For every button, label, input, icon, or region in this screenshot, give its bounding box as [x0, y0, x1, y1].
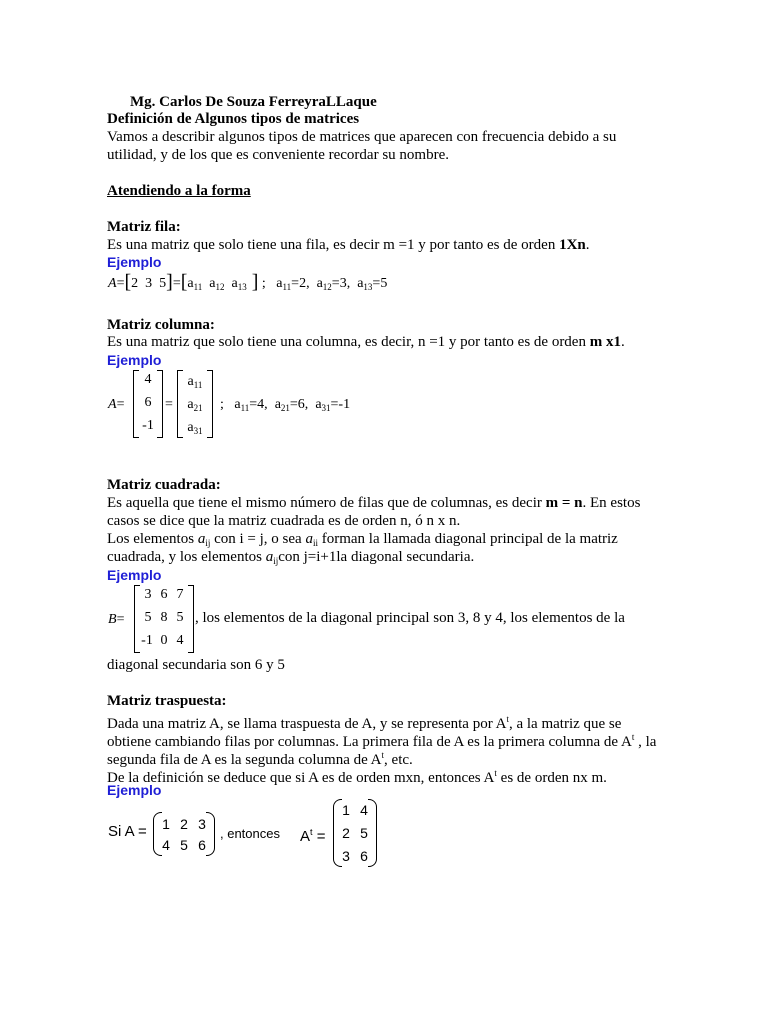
cuadrada-line-3: Los elementos $a_{ij}$ con i = j, o sea $a_{ii}$ forman la llamada diagonal principal de la matriz [107, 531, 618, 548]
matrix-cell: 5 [176, 610, 184, 625]
columna-example-label: Ejemplo [107, 352, 162, 368]
traspuesta-example-label: Ejemplo [107, 782, 162, 798]
intro-line-1: Vamos a describir algunos tipos de matrices que aparecen con frecuencia debido a su [107, 129, 617, 145]
fila-equation: A=[2 3 $5]=[a_{11}$ $a_{12}$ $a_{13}$ ] ; $a_{11}=2$, $a_{12}=3$, $a_{13}=5$ [108, 271, 388, 293]
cuadrada-matrix [134, 585, 194, 653]
cuadrada-heading: Matriz cuadrada: [107, 477, 221, 493]
intro-line-2: utilidad, y de los que es conveniente recordar su nombre. [107, 147, 449, 163]
matrix-cell: 3 [198, 816, 206, 832]
cuadrada-line-2: casos se dice que la matriz cuadrada es de orden n, ó n x n. [107, 513, 461, 529]
matrix-cell: 1 [342, 802, 350, 818]
matrix-cell: -1 [141, 633, 153, 648]
matrix-cell: 5 [144, 610, 152, 625]
traspuesta-heading: Matriz traspuesta: [107, 693, 227, 709]
fila-heading: Matriz fila: [107, 219, 181, 235]
matrix-cell: 3 [342, 848, 350, 864]
matrix-cell: 4 [144, 372, 152, 387]
cuadrada-after: , los elementos de la diagonal principal son 3, 8 y 4, los elementos de la [195, 610, 625, 626]
cuadrada-example-label: Ejemplo [107, 567, 162, 583]
columna-matrix-values [133, 370, 163, 438]
columna-assignments: ; $a_{11}=4$, $a_{21}=6$, $a_{31}=-1$ [220, 397, 351, 413]
traspuesta-matrix-At [333, 799, 377, 867]
section-heading: Atendiendo a la forma [107, 183, 251, 199]
columna-matrix-entries [177, 370, 213, 438]
fila-text: Es una matriz que solo tiene una fila, es decir m =1 y por tanto es de orden 1Xn. [107, 237, 590, 253]
matrix-cell: 4 [162, 837, 170, 853]
matrix-cell: 6 [144, 395, 152, 410]
matrix-cell: 5 [360, 825, 368, 841]
matrix-cell: 1 [162, 816, 170, 832]
author: Mg. Carlos De Souza FerreyraLLaque [130, 94, 377, 110]
matrix-cell: $a_{31}$ [187, 420, 203, 436]
columna-heading: Matriz columna: [107, 317, 215, 333]
matrix-cell: 6 [198, 837, 206, 853]
columna-eq2: = [165, 397, 173, 412]
matrix-cell: 7 [176, 587, 184, 602]
traspuesta-si: Si A = [108, 823, 147, 840]
traspuesta-matrix-A [153, 812, 215, 856]
traspuesta-At: $A^t$ = [300, 827, 326, 845]
cuadrada-after-2: diagonal secundaria son 6 y 5 [107, 657, 285, 673]
traspuesta-line-1: Dada una matriz A, se llama traspuesta de A, y se representa por $A^t$, a la matriz que se [107, 714, 622, 732]
matrix-cell: 2 [342, 825, 350, 841]
cuadrada-line-4: cuadrada, y los elementos $a_{ij}con$ j=i+1la diagonal secundaria. [107, 549, 475, 566]
matrix-cell: $a_{11}$ [187, 374, 203, 390]
columna-lhs: A= [108, 397, 125, 412]
matrix-cell: -1 [142, 418, 154, 433]
matrix-cell: 8 [160, 610, 168, 625]
traspuesta-entonces: , entonces [220, 826, 280, 841]
matrix-cell: 2 [180, 816, 188, 832]
matrix-cell: 5 [180, 837, 188, 853]
matrix-cell: 4 [360, 802, 368, 818]
traspuesta-line-2: obtiene cambiando filas por columnas. La primera fila de A es la primera columna de $A^t$ , la [107, 732, 657, 750]
matrix-cell: 6 [360, 848, 368, 864]
traspuesta-line-3: segunda fila de A es la segunda columna de $A^t$, etc. [107, 750, 413, 768]
cuadrada-lhs: B= [108, 612, 125, 627]
traspuesta-line-4: De la definición se deduce que si A es de orden mxn, entonces $A^t$ es de orden nx m. [107, 768, 607, 786]
cuadrada-line-1: Es aquella que tiene el mismo número de filas que de columnas, es decir m = n. En estos [107, 495, 641, 511]
matrix-cell: 3 [144, 587, 152, 602]
matrix-cell: 4 [176, 633, 184, 648]
matrix-cell: 0 [160, 633, 168, 648]
matrix-cell: 6 [160, 587, 168, 602]
columna-text: Es una matriz que solo tiene una columna, es decir, n =1 y por tanto es de orden m x1. [107, 334, 625, 350]
fila-example-label: Ejemplo [107, 254, 162, 270]
matrix-cell: $a_{21}$ [187, 397, 203, 413]
page-title: Definición de Algunos tipos de matrices [107, 111, 360, 127]
